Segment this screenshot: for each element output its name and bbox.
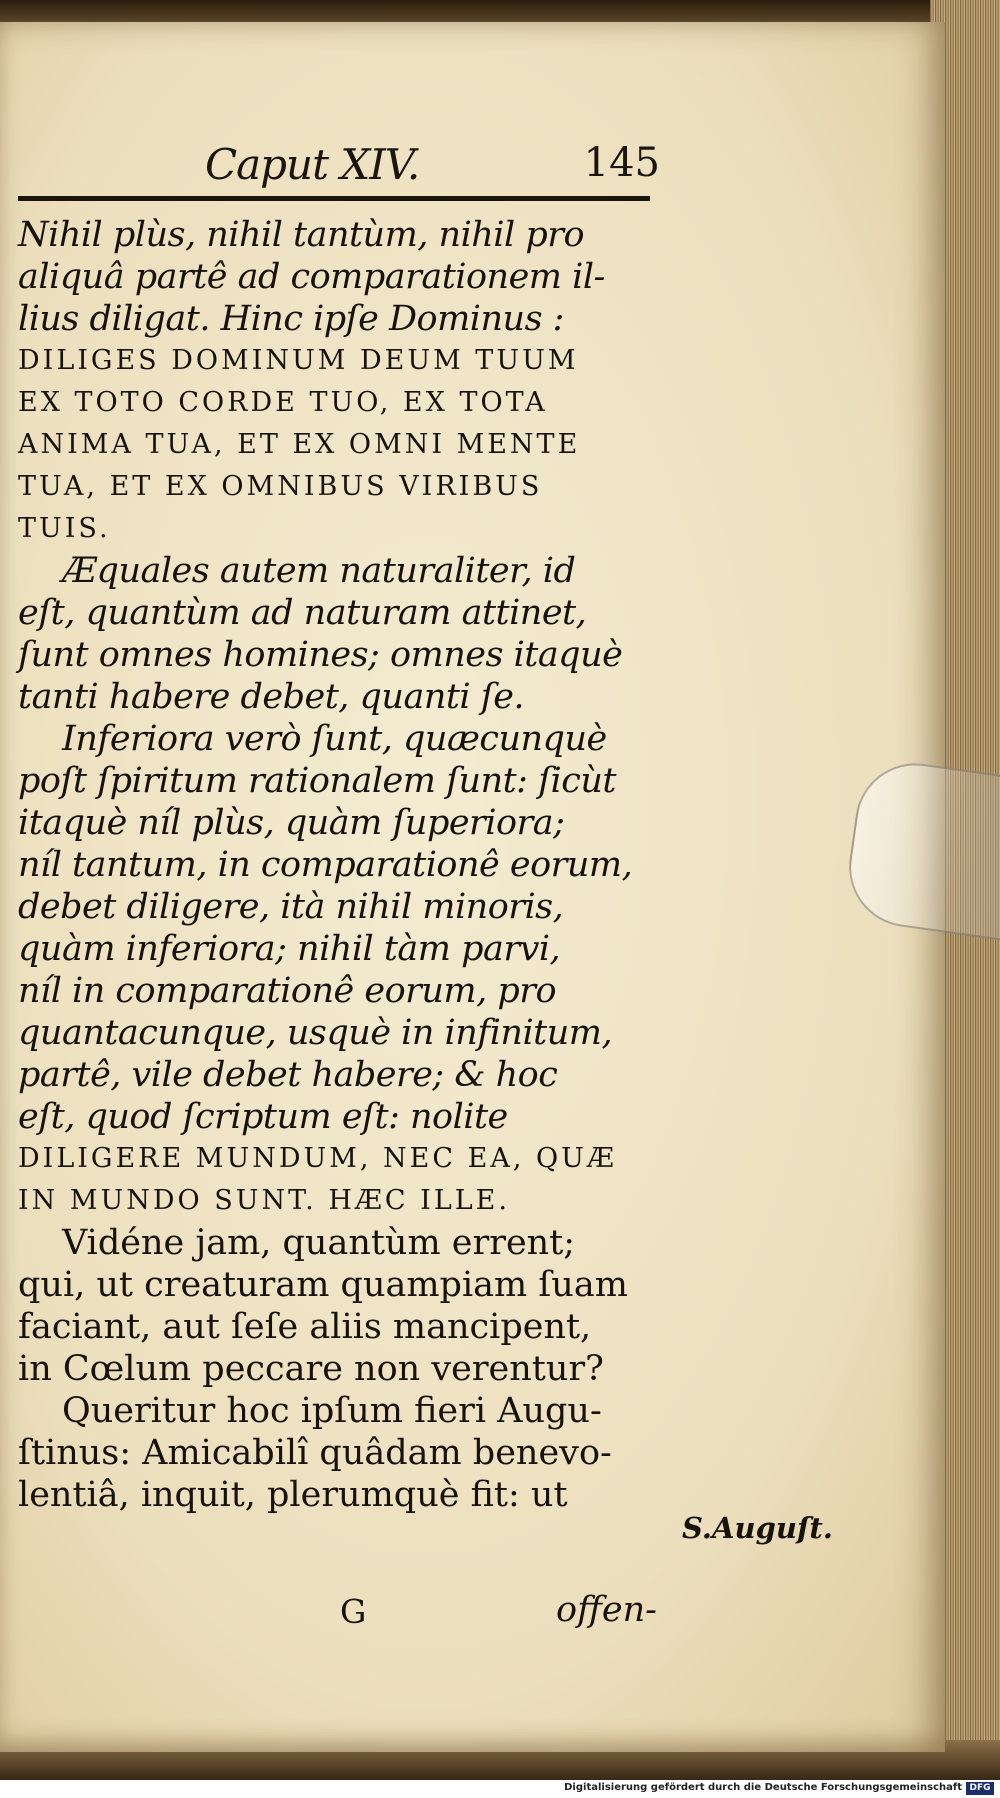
body-text bbox=[18, 214, 658, 1516]
text-line: Nihil plùs, nihil tantùm, nihil pro bbox=[18, 215, 585, 255]
margin-note: S.Auguſt. bbox=[682, 1511, 833, 1545]
text-line: TUA, ET EX OMNIBUS VIRIBUS bbox=[18, 471, 543, 502]
text-line: quàm inferiora; nihil tàm parvi, bbox=[18, 929, 561, 969]
catchword: offen- bbox=[556, 1590, 657, 1630]
text-line: ſunt omnes homines; omnes itaquè bbox=[18, 635, 623, 675]
signature-mark: G bbox=[340, 1592, 367, 1631]
text-line: ſtinus: Amicabilî quâdam benevo- bbox=[18, 1433, 612, 1473]
footer-credit: Digitalisierung gefördert durch die Deutsche Forschungsgemeinschaft bbox=[564, 1782, 962, 1793]
text-line: eſt, quantùm ad naturam attinet, bbox=[18, 593, 587, 633]
text-line: in Cœlum peccare non verentur? bbox=[18, 1349, 604, 1389]
book-page bbox=[0, 22, 945, 1752]
text-line: debet diligere, ità nihil minoris, bbox=[18, 887, 564, 927]
text-line: Æquales autem naturaliter, id bbox=[62, 551, 576, 591]
text-line: aliquâ partê ad comparationem il- bbox=[18, 257, 605, 297]
digitization-footer bbox=[0, 1780, 1000, 1798]
text-line: níl in comparationê eorum, pro bbox=[18, 971, 557, 1011]
text-line: DILIGERE MUNDUM, NEC EA, QUÆ bbox=[18, 1143, 617, 1174]
text-line: EX TOTO CORDE TUO, EX TOTA bbox=[18, 387, 548, 418]
text-line: Queritur hoc ipſum fieri Augu- bbox=[62, 1391, 602, 1431]
text-line: lius diligat. Hinc ipſe Dominus : bbox=[18, 299, 564, 339]
page-clip bbox=[841, 756, 1000, 943]
dfg-logo: DFG bbox=[966, 1782, 994, 1795]
text-line: níl tantum, in comparationê eorum, bbox=[18, 845, 633, 885]
text-line: qui, ut creaturam quampiam ſuam bbox=[18, 1265, 628, 1305]
page-header bbox=[205, 140, 660, 202]
text-line: ANIMA TUA, ET EX OMNI MENTE bbox=[18, 429, 581, 460]
running-title: Caput XIV. bbox=[205, 140, 420, 189]
text-line: TUIS. bbox=[18, 513, 111, 544]
text-line: eſt, quod ſcriptum eſt: nolite bbox=[18, 1097, 508, 1137]
text-line: itaquè níl plùs, quàm ſuperiora; bbox=[18, 803, 565, 843]
text-line: DILIGES DOMINUM DEUM TUUM bbox=[18, 345, 579, 376]
text-line: tanti habere debet, quanti ſe. bbox=[18, 677, 525, 717]
text-line: Vidéne jam, quantùm errent; bbox=[62, 1223, 576, 1263]
header-rule bbox=[18, 196, 650, 201]
text-line: faciant, aut ſeſe aliis mancipent, bbox=[18, 1307, 592, 1347]
text-line: partê, vile debet habere; & hoc bbox=[18, 1055, 558, 1095]
text-line: quantacunque, usquè in infinitum, bbox=[18, 1013, 613, 1053]
text-line: lentiâ, inquit, plerumquè fit: ut bbox=[18, 1475, 568, 1515]
text-line: poſt ſpiritum rationalem ſunt: ſicùt bbox=[18, 761, 616, 801]
page-number: 145 bbox=[583, 140, 660, 186]
text-line: IN MUNDO SUNT. HÆC ILLE. bbox=[18, 1185, 510, 1216]
text-line: Inferiora verò ſunt, quæcunquè bbox=[62, 719, 607, 759]
